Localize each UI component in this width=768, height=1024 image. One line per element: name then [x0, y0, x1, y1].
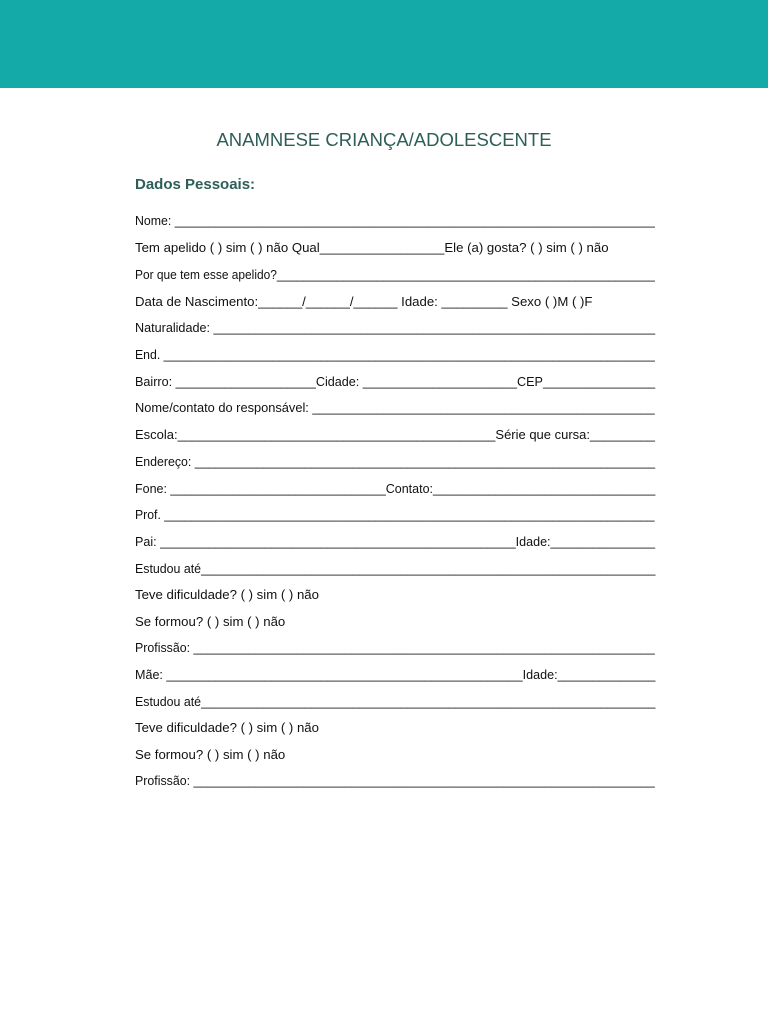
field-mae-profissao[interactable]: Profissão: ___________________________________________________________________ [135, 773, 655, 788]
field-mae-formou[interactable]: Se formou? ( ) sim ( ) não [135, 747, 286, 762]
field-escola[interactable]: Escola:____________________________________________Série que cursa:_________ [135, 427, 655, 442]
field-pai-profissao[interactable]: Profissão: ___________________________________________________________________ [135, 640, 655, 655]
field-endereco-curto[interactable]: End. ________________________________________________________________________ [135, 347, 655, 362]
field-nascimento[interactable]: Data de Nascimento:______/______/______ Idade: _________ Sexo ( )M ( )F [135, 294, 593, 309]
field-mae-estudou[interactable]: Estudou até__________________________________________________________________ [135, 694, 656, 709]
field-prof[interactable]: Prof. ________________________________________________________________________ [135, 507, 655, 522]
field-apelido[interactable]: Tem apelido ( ) sim ( ) não Qual_________________Ele (a) gosta? ( ) sim ( ) não [135, 240, 609, 255]
section-title: Dados Pessoais: [135, 176, 256, 193]
field-pai-dificuldade[interactable]: Teve dificuldade? ( ) sim ( ) não [135, 587, 319, 602]
field-motivo-apelido[interactable]: Por que tem esse apelido?_________________________________________________________ [135, 267, 655, 282]
header-band [0, 0, 768, 88]
field-pai[interactable]: Pai: ___________________________________________________Idade:_______________ [135, 534, 656, 549]
field-naturalidade[interactable]: Naturalidade: _______________________________________________________________ [135, 320, 656, 335]
field-mae[interactable]: Mãe: ___________________________________________________Idade:______________ [135, 667, 656, 682]
field-pai-formou[interactable]: Se formou? ( ) sim ( ) não [135, 614, 286, 629]
field-pai-estudou[interactable]: Estudou até__________________________________________________________________ [135, 561, 656, 576]
field-responsavel[interactable]: Nome/contato do responsável: ________________________________________________ [135, 400, 655, 415]
field-endereco[interactable]: Endereço: ___________________________________________________________________ [135, 454, 656, 469]
field-fone[interactable]: Fone: _______________________________Contato:________________________________ [135, 481, 656, 496]
field-bairro[interactable]: Bairro: ____________________Cidade: ______________________CEP________________ [135, 374, 656, 389]
field-nome[interactable]: Nome: ______________________________________________________________________ [135, 213, 655, 228]
page-title: ANAMNESE CRIANÇA/ADOLESCENTE [216, 129, 552, 150]
field-mae-dificuldade[interactable]: Teve dificuldade? ( ) sim ( ) não [135, 720, 319, 735]
